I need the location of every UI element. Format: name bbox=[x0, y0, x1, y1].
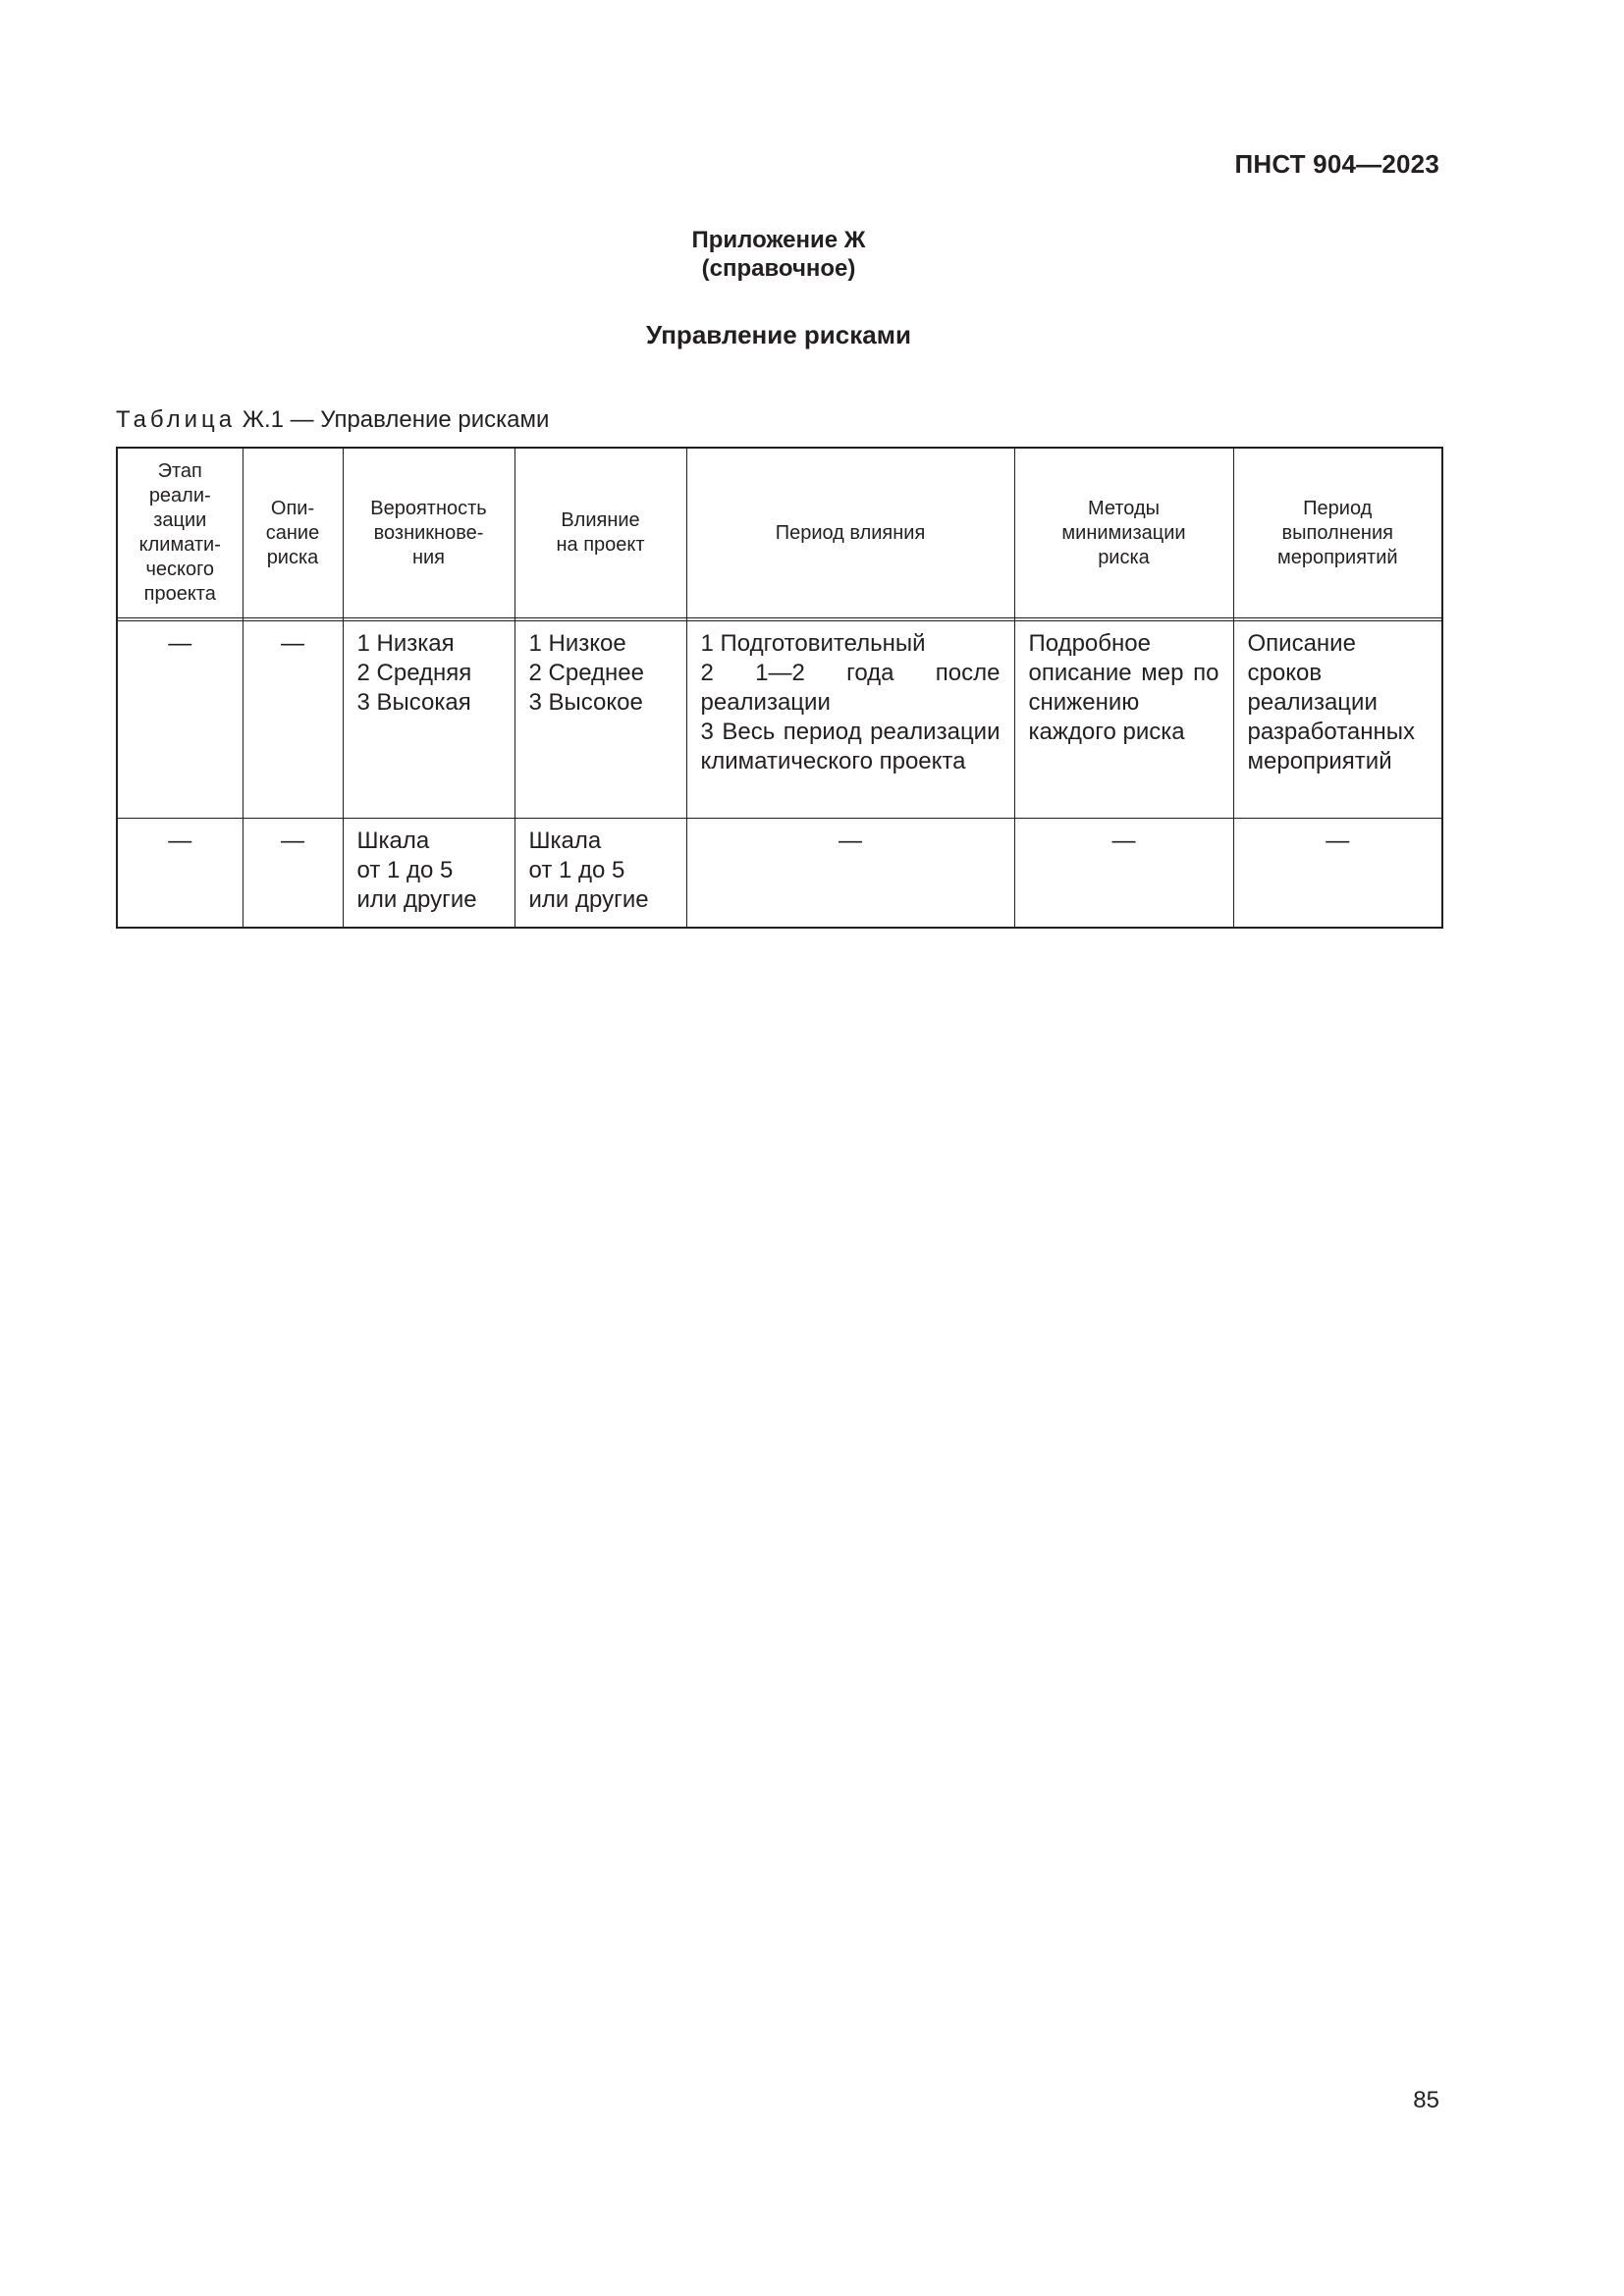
cell-schedule: — bbox=[1233, 819, 1442, 929]
table-row bbox=[117, 819, 1442, 929]
header-stage: Этап реали- зации климати- ческого проекта bbox=[117, 448, 243, 618]
risk-management-table bbox=[116, 447, 1443, 929]
table-header-row bbox=[117, 448, 1442, 618]
header-methods: Методы минимизации риска bbox=[1014, 448, 1233, 618]
cell-stage: — bbox=[117, 819, 243, 929]
cell-methods: — bbox=[1014, 819, 1233, 929]
cell-stage: — bbox=[117, 621, 243, 819]
header-period: Период влияния bbox=[686, 448, 1014, 618]
appendix-type: (справочное) bbox=[701, 255, 856, 282]
appendix-heading bbox=[0, 226, 1557, 283]
cell-methods: Подробное описание мер по снижению каждого риска bbox=[1014, 621, 1233, 819]
cell-period: 1 Подготовительный 2 1—2 года после реализации 3 Весь период реализации климатического проекта bbox=[686, 621, 1014, 819]
cell-schedule: Описание сроков реализации разработанных мероприятий bbox=[1233, 621, 1442, 819]
cell-probability: 1 Низкая 2 Средняя 3 Высокая bbox=[343, 621, 514, 819]
table-row bbox=[117, 621, 1442, 819]
header-description: Опи- сание риска bbox=[243, 448, 343, 618]
cell-impact: 1 Низкое 2 Среднее 3 Высокое bbox=[514, 621, 686, 819]
header-probability: Вероятность возникнове- ния bbox=[343, 448, 514, 618]
appendix-title: Приложение Ж bbox=[691, 227, 866, 253]
header-schedule: Период выполнения мероприятий bbox=[1233, 448, 1442, 618]
header-impact: Влияние на проект bbox=[514, 448, 686, 618]
table-caption-label: Таблица bbox=[116, 406, 237, 433]
page-number: 85 bbox=[1413, 2087, 1439, 2113]
cell-description: — bbox=[243, 819, 343, 929]
table-caption-text: Ж.1 — Управление рисками bbox=[242, 406, 550, 433]
cell-description: — bbox=[243, 621, 343, 819]
table-caption bbox=[116, 406, 549, 434]
cell-probability: Шкала от 1 до 5 или другие bbox=[343, 819, 514, 929]
section-title: Управление рисками bbox=[646, 320, 911, 349]
document-id: ПНСТ 904—2023 bbox=[1234, 149, 1439, 179]
cell-period: — bbox=[686, 819, 1014, 929]
cell-impact: Шкала от 1 до 5 или другие bbox=[514, 819, 686, 929]
